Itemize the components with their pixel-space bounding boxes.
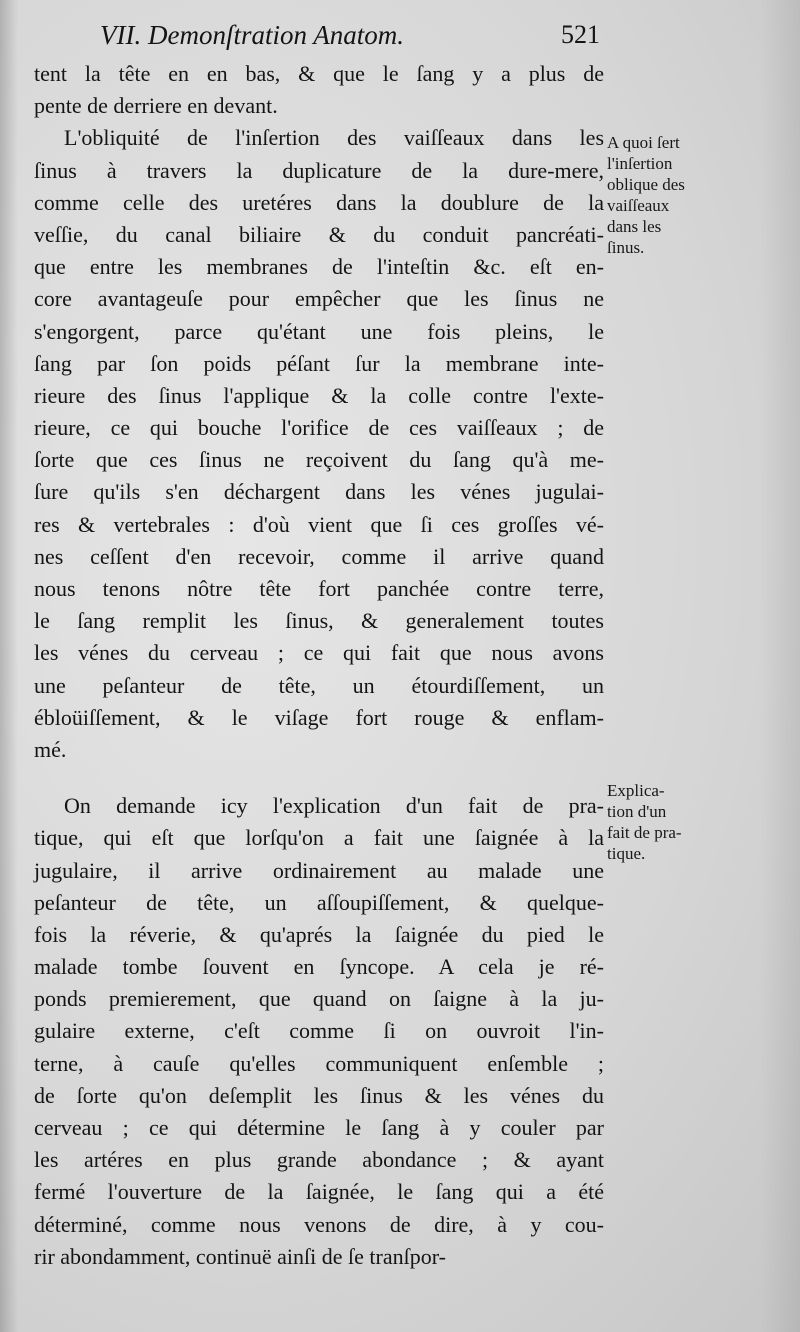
text-line: ſinus à travers la duplicature de la dure-mere, [34,157,604,183]
running-title: VII. Demonſtration Anatom. [100,20,404,50]
text-line: tent la tête en en bas, & que le ſang y a plus de [34,61,604,86]
text-line: peſanteur de tête, un aſſoupiſſement, & quelque- [34,889,604,915]
paragraph-1 [34,58,604,122]
text-line: ſure qu'ils s'en déchargent dans les vénes jugulai- [34,479,604,505]
text-line: les vénes du cerveau ; ce qui fait que nous avons [34,640,604,666]
margin-note-line: tion d'un [607,802,667,821]
text-line: rieure des ſinus l'applique & la colle contre l'exte- [34,382,604,408]
margin-note-line: l'inſertion [607,154,673,173]
text-line: rieure, ce qui bouche l'orifice de ces vaiſſeaux ; de [34,415,604,441]
page-gutter-shadow [0,0,18,1332]
running-header [100,20,600,56]
page-number: 521 [561,20,600,49]
text-line: res & vertebrales : d'où vient que ſi ces groſſes vé- [34,511,604,537]
text-line: malade tombe ſouvent en ſyncope. A cela je ré- [34,954,604,980]
text-line: fermé l'ouverture de la ſaignée, le ſang qui a été [34,1179,604,1205]
text-line: core avantageuſe pour empêcher que les ſinus ne [34,286,604,312]
text-line: mé. [34,736,67,762]
main-text-block [34,58,604,1273]
text-line: nous tenons nôtre tête fort panchée contre terre, [34,576,604,601]
text-line: veſſie, du canal biliaire & du conduit pancréati- [34,221,604,247]
paragraph-3 [34,790,604,1273]
text-line: jugulaire, il arrive ordinairement au malade une [34,857,604,883]
text-line: fois la réverie, & qu'aprés la ſaignée du pied le [34,921,604,947]
text-line: que entre les membranes de l'inteſtin &c. eſt en- [34,254,604,280]
text-line: déterminé, comme nous venons de dire, à y cou- [34,1211,604,1237]
text-line: gulaire externe, c'eſt comme ſi on ouvroit l'in- [34,1018,604,1044]
margin-note-line: dans les [607,217,662,236]
text-line: les artéres en plus grande abondance ; & ayant [34,1147,604,1173]
margin-note-line: vaiſſeaux [607,196,670,215]
margin-note-line: fait de pra- [607,823,682,842]
text-line: tique, qui eſt que lorſqu'on a fait une ſaignée à la [34,825,604,851]
margin-note-insertion [607,132,717,258]
margin-note-line: Explica- [607,781,665,800]
text-line: comme celle des uretéres dans la doublure de la [34,189,604,215]
text-line: ponds premierement, que quand on ſaigne à la ju- [34,986,604,1012]
text-line: le ſang remplit les ſinus, & generalement toutes [34,608,604,634]
text-line: ſorte que ces ſinus ne reçoivent du ſang qu'à me- [34,447,604,473]
text-line: s'engorgent, parce qu'étant une fois pleins, le [34,318,604,344]
paragraph-gap [34,766,604,790]
text-line: rir abondamment, continuë ainſi de ſe tranſpor- [34,1243,446,1269]
text-line: ſang par ſon poids péſant ſur la membrane inte- [34,350,604,376]
text-line: pente de derriere en devant. [34,93,278,119]
text-line: L'obliquité de l'inſertion des vaiſſeaux dans les [64,125,604,151]
paragraph-2 [34,122,604,766]
margin-note-line: A quoi ſert [607,133,680,152]
margin-note-explication [607,780,717,864]
text-line: nes ceſſent d'en recevoir, comme il arrive quand [34,543,604,569]
text-line: ébloüiſſement, & le viſage fort rouge & enflam- [34,704,604,730]
margin-note-line: tique. [607,844,646,863]
text-line: cerveau ; ce qui détermine le ſang à y couler par [34,1115,604,1140]
margin-note-line: ſinus. [607,238,645,257]
text-line: une peſanteur de tête, un étourdiſſement, un [34,672,604,698]
text-line: de ſorte qu'on deſemplit les ſinus & les vénes du [34,1082,604,1108]
text-line: terne, à cauſe qu'elles communiquent enſemble ; [34,1050,604,1076]
page-edge-shadow [760,0,800,1332]
text-line: On demande icy l'explication d'un fait de pra- [64,793,604,819]
margin-note-line: oblique des [607,175,685,194]
